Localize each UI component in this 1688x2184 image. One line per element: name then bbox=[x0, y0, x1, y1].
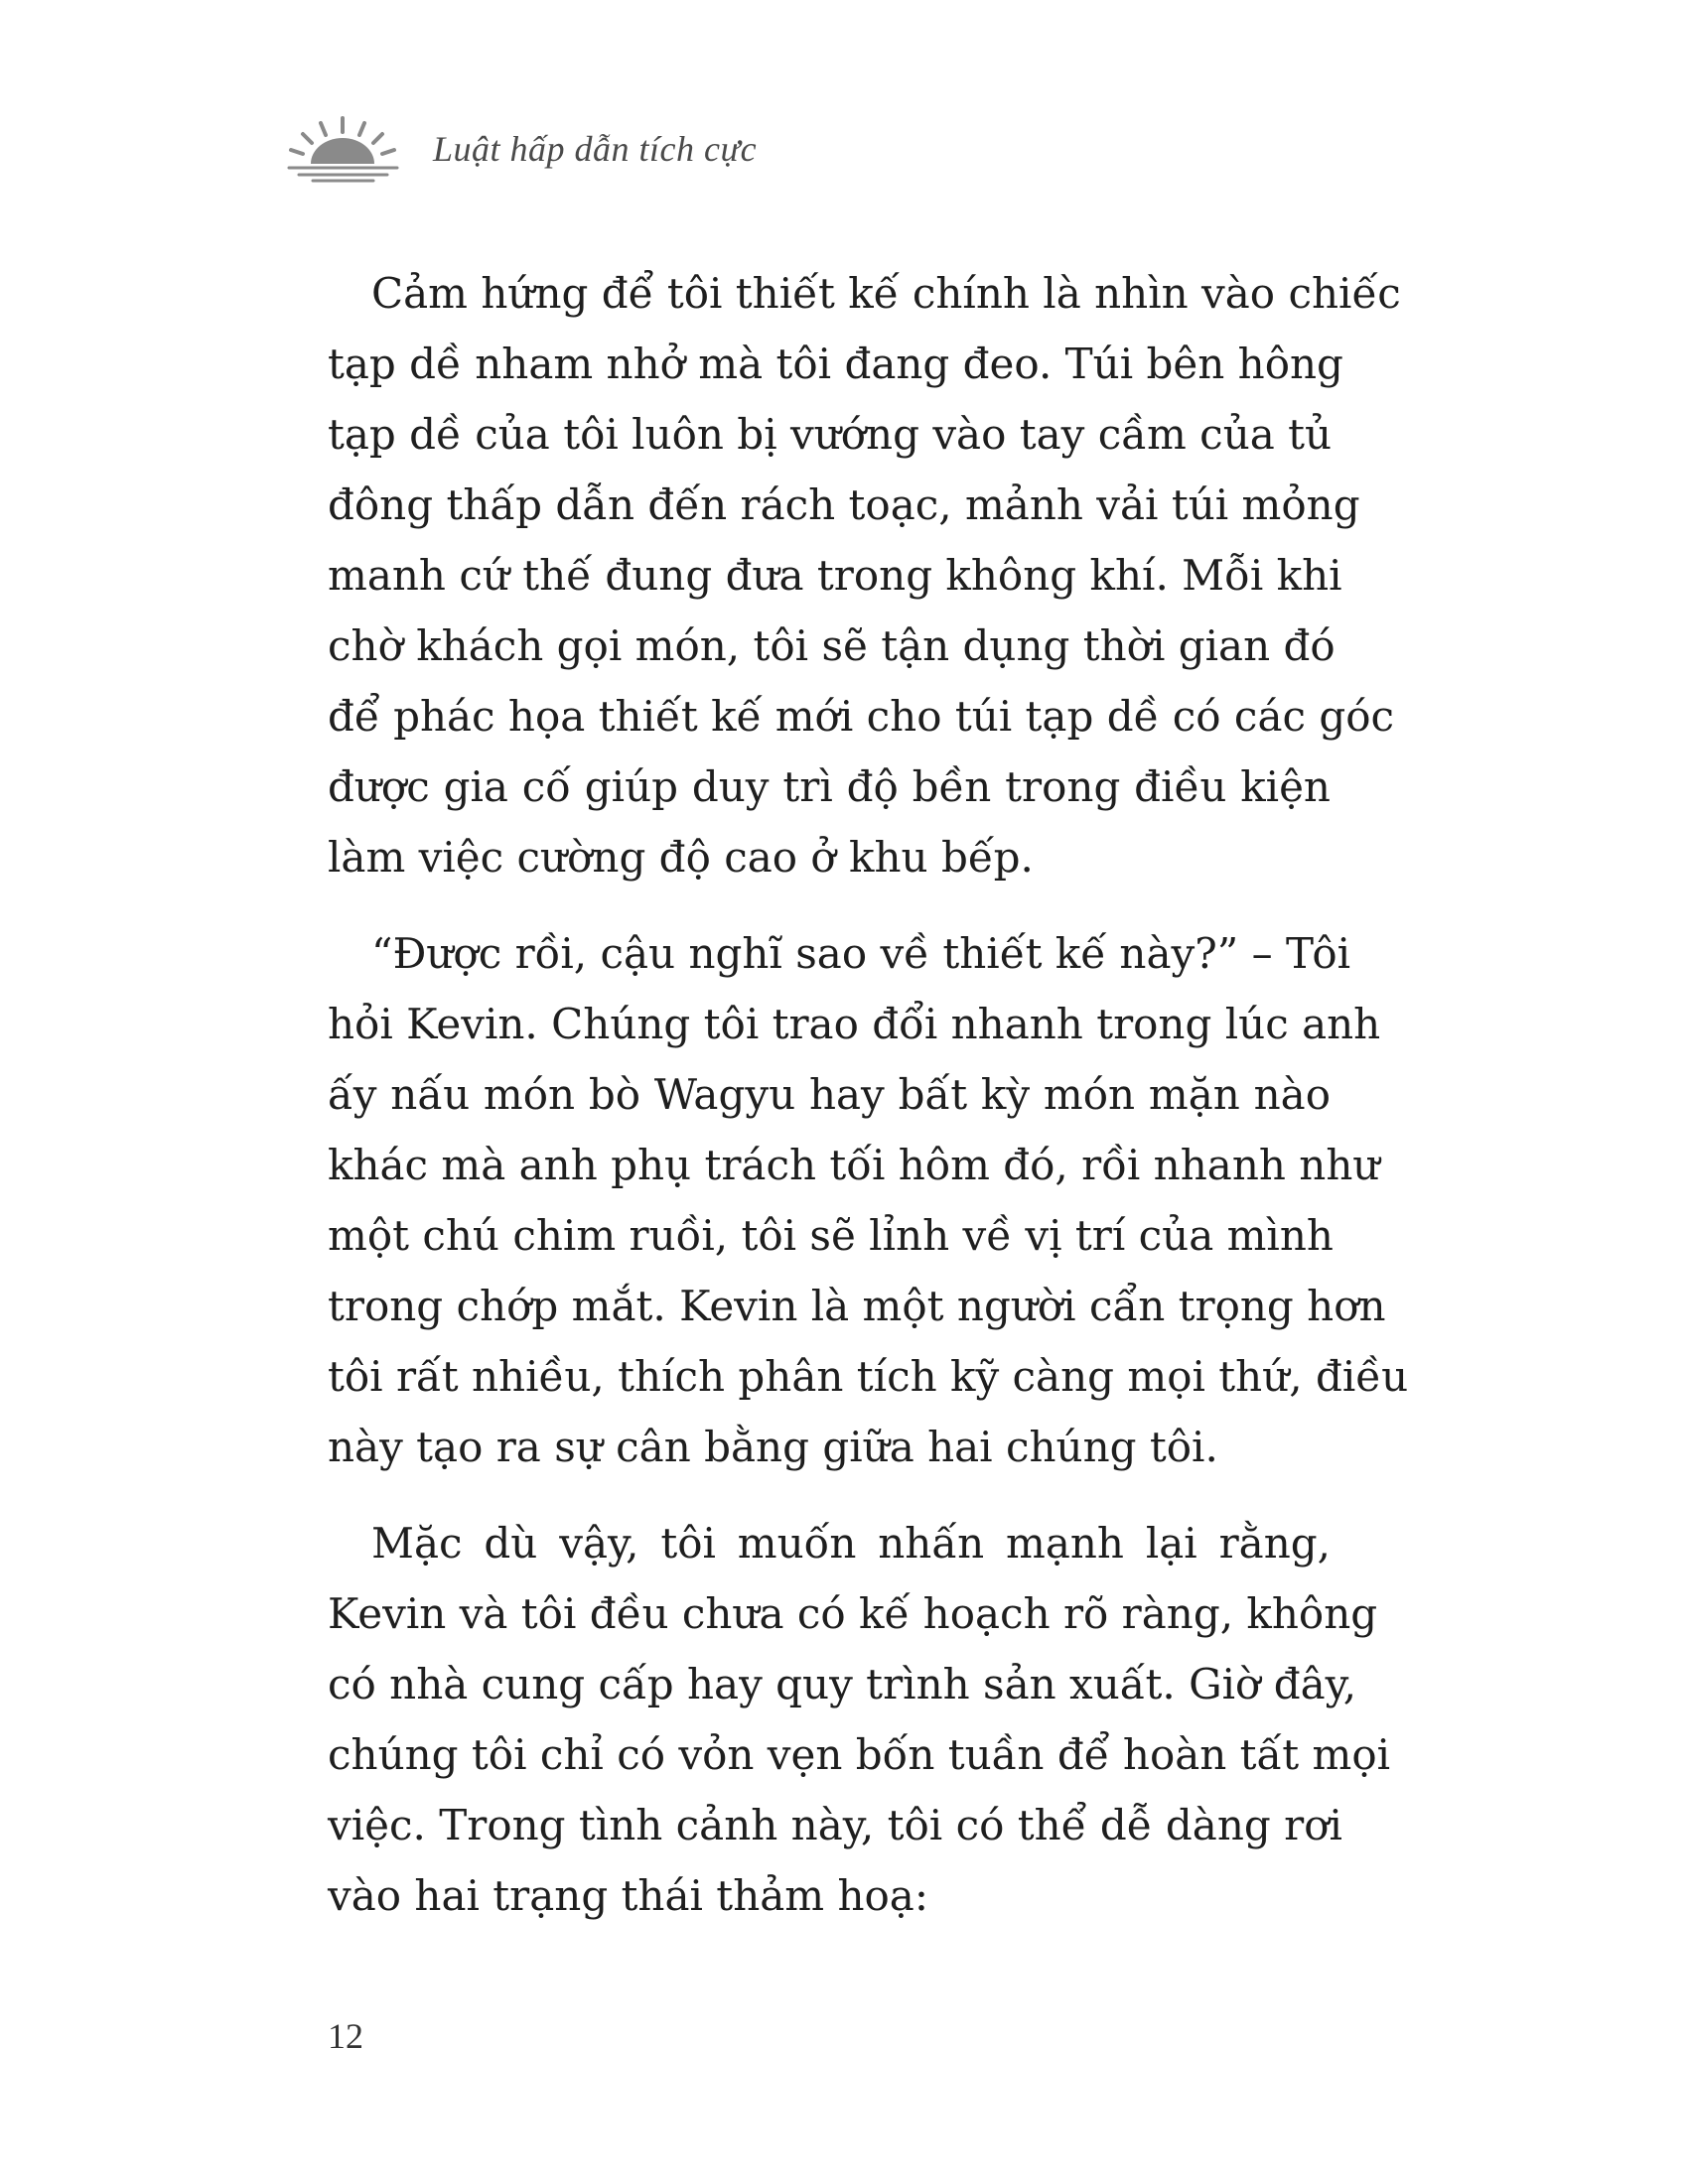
text-line: trong chớp mắt. Kevin là một người cẩn trọng hơn bbox=[328, 1282, 1386, 1330]
text-line: hỏi Kevin. Chúng tôi trao đổi nhanh trong lúc anh bbox=[328, 1000, 1381, 1048]
text-line: để phác họa thiết kế mới cho túi tạp dề có các góc bbox=[328, 692, 1395, 741]
text-line: chờ khách gọi món, tôi sẽ tận dụng thời gian đó bbox=[328, 621, 1336, 670]
text-line: làm việc cường độ cao ở khu bếp. bbox=[328, 833, 1034, 882]
text-line: khác mà anh phụ trách tối hôm đó, rồi nhanh như bbox=[328, 1141, 1380, 1189]
text-line: việc. Trong tình cảnh này, tôi có thể dễ dàng rơi bbox=[328, 1801, 1342, 1849]
paragraph-2 bbox=[328, 918, 1409, 1482]
text-line: tạp dề của tôi luôn bị vướng vào tay cầm của tủ bbox=[328, 410, 1333, 459]
paragraph-3 bbox=[328, 1508, 1391, 1931]
running-header bbox=[281, 109, 757, 189]
text-line: manh cứ thế đung đưa trong không khí. Mỗi khi bbox=[328, 551, 1342, 600]
text-line: chúng tôi chỉ có vỏn vẹn bốn tuần để hoàn tất mọi bbox=[328, 1730, 1391, 1779]
text-line: tạp dề nham nhở mà tôi đang đeo. Túi bên hông bbox=[328, 340, 1343, 388]
body-text bbox=[328, 258, 1409, 1957]
text-line: Cảm hứng để tôi thiết kế chính là nhìn vào chiếc bbox=[371, 269, 1401, 318]
paragraph-1 bbox=[328, 258, 1401, 892]
page-number: 12 bbox=[328, 2016, 363, 2056]
text-line: có nhà cung cấp hay quy trình sản xuất. Giờ đây, bbox=[328, 1660, 1357, 1708]
text-line: tôi rất nhiều, thích phân tích kỹ càng mọi thứ, điều bbox=[328, 1352, 1409, 1401]
text-line: Mặc dù vậy, tôi muốn nhấn mạnh lại rằng, bbox=[371, 1519, 1331, 1568]
text-line: Kevin và tôi đều chưa có kế hoạch rõ ràng, không bbox=[328, 1589, 1378, 1638]
text-line: được gia cố giúp duy trì độ bền trong điều kiện bbox=[328, 762, 1331, 811]
text-line: vào hai trạng thái thảm hoạ: bbox=[328, 1871, 928, 1920]
text-line: này tạo ra sự cân bằng giữa hai chúng tôi. bbox=[328, 1423, 1218, 1471]
text-line: “Được rồi, cậu nghĩ sao về thiết kế này?” – Tôi bbox=[371, 929, 1351, 978]
sunrise-icon bbox=[281, 114, 405, 184]
text-line: đông thấp dẫn đến rách toạc, mảnh vải túi mỏng bbox=[328, 480, 1360, 529]
text-line: một chú chim ruồi, tôi sẽ lỉnh về vị trí của mình bbox=[328, 1211, 1334, 1260]
running-header-title: Luật hấp dẫn tích cực bbox=[433, 129, 758, 169]
text-line: ấy nấu món bò Wagyu hay bất kỳ món mặn nào bbox=[328, 1070, 1331, 1119]
